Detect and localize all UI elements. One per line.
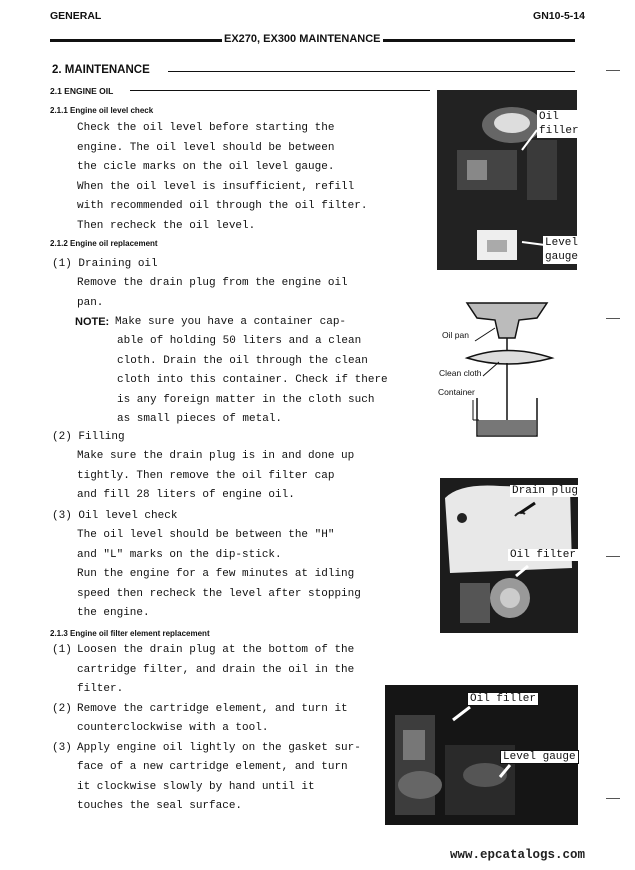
list-item-number: (1)	[52, 644, 72, 656]
header-page-code: GN10-5-14	[533, 10, 585, 22]
list-item-number: (2)	[52, 702, 72, 715]
text-line: tightly. Then remove the oil filter cap	[77, 469, 335, 482]
section-heading: 2. MAINTENANCE	[52, 64, 150, 76]
text-line: engine. The oil level should be between	[77, 141, 335, 154]
photo-engine-oil-filler	[437, 90, 577, 270]
note-label: NOTE:	[75, 316, 110, 328]
list-item	[52, 641, 361, 700]
text-block-2-1-1	[77, 119, 367, 236]
header-section-label: GENERAL	[50, 10, 102, 22]
text-line: the engine.	[77, 607, 150, 619]
photo-filter-area	[385, 685, 578, 825]
text-line: speed then recheck the level after stopping	[77, 587, 361, 600]
label-container: Container	[438, 387, 475, 397]
note-first-line	[115, 313, 346, 333]
text-line: able of holding 50 liters and a clean	[117, 335, 362, 347]
text-line: pan.	[77, 296, 104, 309]
text-line: Remove the cartridge element, and turn it	[77, 702, 348, 715]
text-line: When the oil level is insufficient, refill	[77, 180, 355, 193]
label-oil-filler: Oil filler	[539, 111, 579, 137]
text-line: Remove the drain plug from the engine oil	[77, 277, 348, 289]
list-2-1-3	[52, 641, 361, 817]
text-line: face of a new cartridge element, and turn	[77, 761, 348, 773]
text-line: as small pieces of metal.	[117, 413, 283, 425]
text-line: cloth. Drain the oil through the clean	[117, 354, 368, 367]
subsection-rule	[130, 90, 430, 91]
list-item-text	[77, 641, 354, 700]
label-level-gauge: Level gauge	[545, 237, 579, 263]
text-line: with recommended oil through the oil filter.	[77, 200, 368, 212]
text-line: and fill 28 liters of engine oil.	[77, 489, 295, 501]
margin-mark	[606, 798, 620, 799]
margin-mark	[606, 70, 620, 71]
label-oil-pan: Oil pan	[442, 330, 469, 340]
text-line: cloth into this container. Check if there	[117, 374, 388, 386]
section-rule	[168, 71, 575, 72]
text-line: Then recheck the oil level.	[77, 219, 256, 232]
text-line: the cicle marks on the oil level gauge.	[77, 161, 335, 173]
label-drain-plug: Drain plug	[512, 485, 579, 497]
text-line: Apply engine oil lightly on the gasket sur-	[77, 741, 361, 754]
list-item-text	[77, 700, 348, 739]
page-title: EX270, EX300 MAINTENANCE	[224, 33, 381, 45]
margin-mark	[606, 318, 620, 319]
text-block-level-check	[77, 526, 361, 624]
footer-website: www.epcatalogs.com	[449, 848, 585, 862]
step-draining-title: (1) Draining oil	[52, 258, 158, 270]
list-item-number: (3)	[52, 741, 72, 754]
label-oil-filler-2: Oil filler	[467, 692, 539, 706]
heading-2-1-1: 2.1.1 Engine oil level check	[50, 106, 154, 115]
label-level-gauge-2: Level gauge	[500, 750, 579, 764]
text-line: The oil level should be between the "H"	[77, 529, 335, 541]
note-text-block	[117, 332, 388, 430]
label-oil-filter: Oil filter	[510, 549, 577, 561]
list-item-text	[77, 739, 361, 817]
margin-mark	[606, 556, 620, 557]
text-line: is any foreign matter in the cloth such	[117, 393, 375, 406]
text-line: Make sure the drain plug is in and done up	[77, 450, 355, 462]
text-line: and "L" marks on the dip-stick.	[77, 548, 282, 561]
heading-2-1-3: 2.1.3 Engine oil filter element replacement	[50, 629, 210, 638]
text-line: cartridge filter, and drain the oil in the	[77, 663, 355, 676]
text-line: counterclockwise with a tool.	[77, 722, 269, 734]
label-clean-cloth: Clean cloth	[439, 368, 482, 378]
text-line: it clockwise slowly by hand until it	[77, 780, 315, 793]
text-line: filter.	[77, 683, 124, 695]
diagram-oil-draining	[437, 298, 577, 448]
text-line: touches the seal surface.	[77, 800, 243, 812]
list-item	[52, 739, 361, 817]
text-block-filling	[77, 447, 354, 506]
subsection-heading: 2.1 ENGINE OIL	[50, 86, 114, 96]
text-line: Check the oil level before starting the	[77, 122, 335, 134]
heading-2-1-2: 2.1.2 Engine oil replacement	[50, 239, 158, 248]
photo-drain-plug	[440, 478, 578, 633]
step-filling-title: (2) Filling	[52, 431, 125, 443]
step-level-check-title: (3) Oil level check	[52, 510, 178, 522]
list-item	[52, 700, 361, 739]
text-line: Make sure you have a container cap-	[115, 316, 347, 328]
text-line: Run the engine for a few minutes at idling	[77, 568, 355, 580]
text-line: Loosen the drain plug at the bottom of the	[77, 644, 355, 656]
text-block-draining	[77, 274, 348, 313]
